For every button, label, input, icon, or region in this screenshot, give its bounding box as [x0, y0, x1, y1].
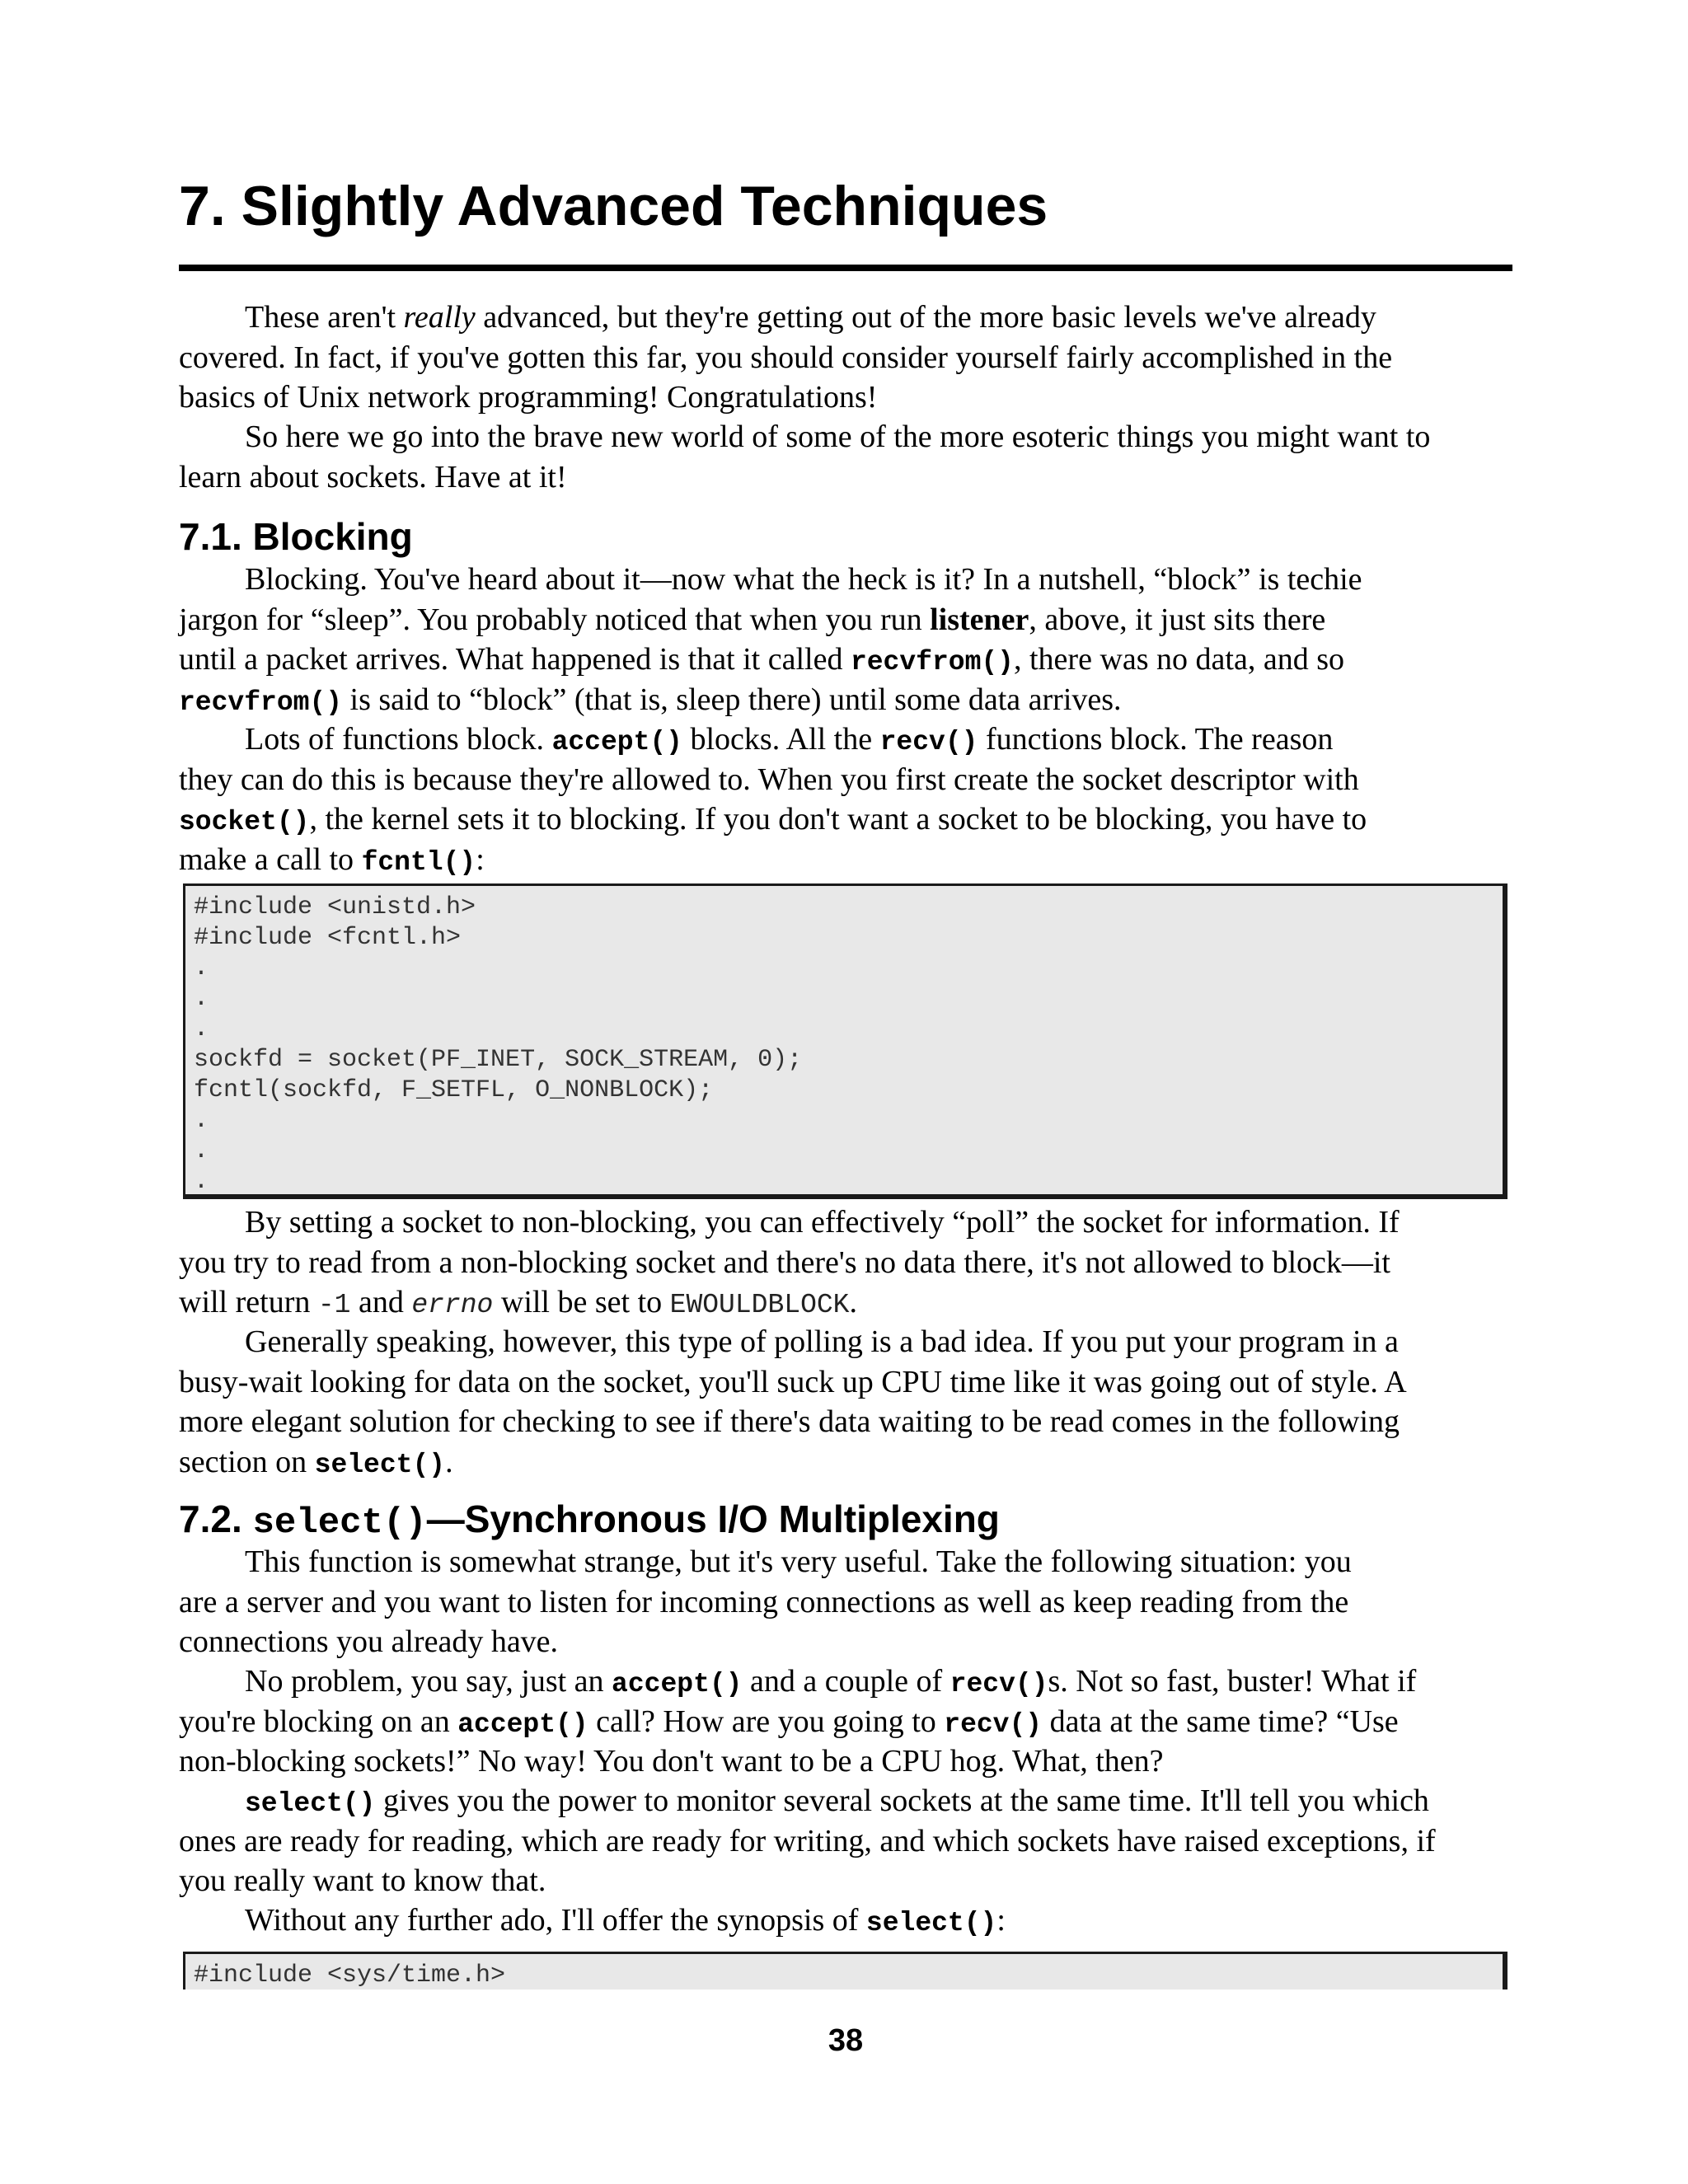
inline-code: -1 [317, 1290, 351, 1320]
text: , there was no data, and so [1014, 642, 1344, 677]
code-line: #include <fcntl.h> [194, 924, 462, 952]
text: is said to “block” (that is, sleep there) until some data arrives. [342, 682, 1122, 717]
heading-text: —Synchronous I/O Multiplexing [426, 1497, 1000, 1540]
section-heading-blocking: 7.1. Blocking [179, 515, 413, 558]
select-paragraph-4 [179, 1900, 1512, 1941]
code-line: sockfd = socket(PF_INET, SOCK_STREAM, 0); [194, 1046, 803, 1074]
text: section on [179, 1444, 315, 1479]
text: and [350, 1285, 412, 1319]
text: will be set to [493, 1285, 670, 1319]
inline-code: select() [245, 1788, 376, 1819]
heading-number: 7.2. [179, 1497, 253, 1540]
select-paragraph-2 [179, 1661, 1512, 1782]
text: will return [179, 1285, 318, 1319]
text: . [849, 1285, 857, 1319]
text-line: you try to read from a non-blocking socket and there's no data there, it's not allowed to block—it [179, 1244, 1390, 1280]
title-rule [179, 265, 1512, 271]
code-line: #include <sys/time.h> [194, 1961, 506, 1990]
inline-code: errno [411, 1290, 494, 1320]
code-block-select [183, 1952, 1507, 1990]
inline-code: select() [865, 1908, 997, 1938]
text: advanced, but they're getting out of the more basic levels we've already [475, 300, 1376, 335]
text: blocks. All the [682, 722, 880, 757]
text: and a couple of [742, 1664, 950, 1699]
code-line: . [194, 1168, 209, 1196]
text-line: learn about sockets. Have at it! [179, 459, 567, 494]
text: : [996, 1903, 1006, 1938]
chapter-title: 7. Slightly Advanced Techniques [179, 175, 1048, 237]
text-line: basics of Unix network programming! Congratulations! [179, 380, 878, 415]
inline-code: accept() [551, 727, 682, 757]
inline-code: fcntl() [361, 846, 476, 878]
text: make a call to [179, 841, 362, 877]
text-line: you really want to know that. [179, 1863, 546, 1898]
blocking-paragraph-3 [179, 1202, 1512, 1323]
blocking-paragraph-2 [179, 719, 1512, 879]
inline-code: recv() [879, 727, 978, 757]
intro-paragraph-1 [179, 298, 1512, 418]
document-page [179, 0, 1512, 2184]
text-line: non-blocking sockets!” No way! You don't want to be a CPU hog. What, then? [179, 1744, 1164, 1779]
inline-code: recvfrom() [179, 687, 343, 718]
text: you're blocking on an [179, 1704, 458, 1739]
text: call? How are you going to [588, 1704, 945, 1739]
text: s. Not so fast, buster! What if [1048, 1664, 1417, 1699]
blocking-paragraph-4 [179, 1322, 1512, 1482]
inline-code: accept() [612, 1669, 743, 1699]
text: gives you the power to monitor several sockets at the same time. It'll tell you which [375, 1783, 1429, 1818]
text: Lots of functions block. [245, 722, 552, 757]
text-line: So here we go into the brave new world of some of the more esoteric things you might want to [245, 419, 1431, 454]
code-line: . [194, 1137, 209, 1165]
code-line: . [194, 985, 209, 1013]
blocking-paragraph-1 [179, 560, 1512, 719]
inline-code: recv() [944, 1708, 1043, 1740]
code-line: #include <unistd.h> [194, 893, 476, 921]
text: : [476, 841, 485, 877]
text: , the kernel sets it to blocking. If you don't want a socket to be blocking, you have to [309, 802, 1367, 837]
section-heading-select [179, 1496, 1000, 1546]
bold-text: listener [930, 602, 1029, 637]
text-line: are a server and you want to listen for incoming connections as well as keep reading from the [179, 1584, 1349, 1619]
inline-code: accept() [457, 1708, 588, 1740]
text-line: This function is somewhat strange, but it's very useful. Take the following situation: you [245, 1544, 1352, 1579]
text: jargon for “sleep”. You probably noticed that when you run [179, 602, 931, 637]
text-line: more elegant solution for checking to see if there's data waiting to be read comes in the following [179, 1404, 1400, 1439]
code-line: . [194, 1015, 209, 1043]
inline-code: recvfrom() [850, 647, 1014, 677]
page-number: 38 [828, 2023, 864, 2058]
code-block-fcntl [183, 883, 1507, 1199]
text-line: covered. In fact, if you've gotten this far, you should consider yourself fairly accomplished in the [179, 340, 1393, 375]
inline-code: select() [314, 1449, 446, 1480]
text-line: Blocking. You've heard about it—now what the heck is it? In a nutshell, “block” is techie [245, 562, 1362, 597]
emphasis-text: really [403, 300, 476, 335]
text-line: ones are ready for reading, which are ready for writing, and which sockets have raised exceptions, if [179, 1823, 1436, 1858]
text: , above, it just sits there [1029, 602, 1326, 637]
text: . [445, 1444, 453, 1479]
intro-paragraph-2 [179, 417, 1512, 497]
text-line: connections you already have. [179, 1624, 559, 1659]
heading-code: select() [252, 1502, 427, 1544]
text: Without any further ado, I'll offer the synopsis of [245, 1903, 866, 1938]
text: No problem, you say, just an [245, 1664, 612, 1699]
select-paragraph-1 [179, 1542, 1512, 1662]
text-line: By setting a socket to non-blocking, you can effectively “poll” the socket for information. If [245, 1205, 1400, 1240]
text: data at the same time? “Use [1042, 1704, 1399, 1739]
text: These aren't [245, 300, 404, 335]
text-line: Generally speaking, however, this type of polling is a bad idea. If you put your program in a [245, 1324, 1399, 1359]
inline-code: EWOULDBLOCK [669, 1290, 850, 1320]
code-line: . [194, 954, 209, 982]
select-paragraph-3 [179, 1781, 1512, 1901]
code-line: fcntl(sockfd, F_SETFL, O_NONBLOCK); [194, 1076, 714, 1104]
code-line: . [194, 1107, 209, 1135]
text-line: they can do this is because they're allowed to. When you first create the socket descriptor with [179, 762, 1359, 797]
text: functions block. The reason [978, 722, 1334, 757]
inline-code: socket() [179, 807, 310, 837]
inline-code: recv() [950, 1669, 1048, 1699]
text-line: busy-wait looking for data on the socket, you'll suck up CPU time like it was going out of style. A [179, 1364, 1407, 1399]
text: until a packet arrives. What happened is that it called [179, 642, 851, 677]
